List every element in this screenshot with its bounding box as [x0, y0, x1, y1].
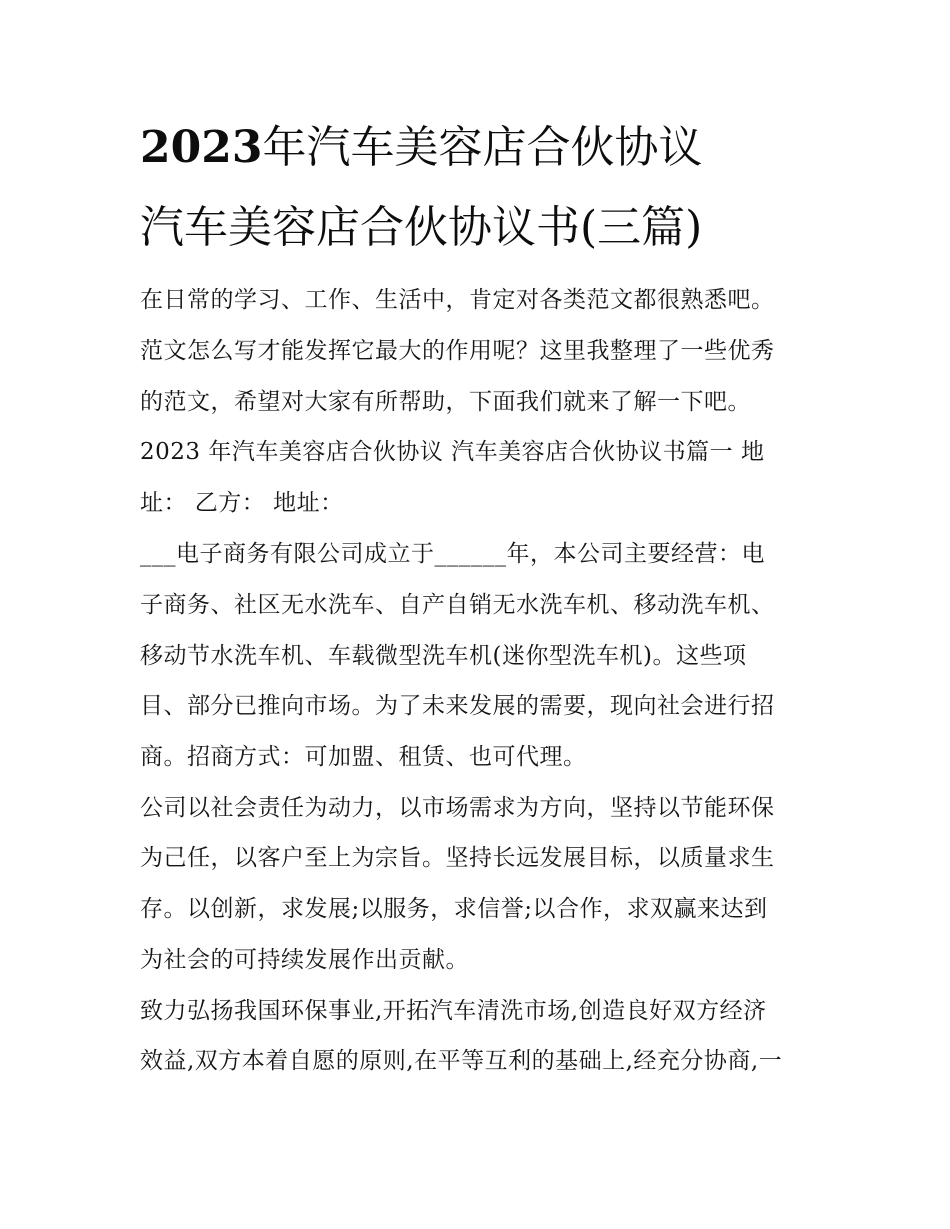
body-line: 的范文，希望对大家有所帮助，下面我们就来了解一下吧。: [140, 389, 751, 415]
body-line: 为己任，以客户至上为宗旨。坚持长远发展目标，以质量求生: [140, 845, 775, 871]
body-line: 公司以社会责任为动力，以市场需求为方向，坚持以节能环保: [140, 795, 775, 821]
body-line: 2023 年汽车美容店合伙协议 汽车美容店合伙协议书篇一 地: [140, 439, 765, 465]
body-line: 子商务、社区无水洗车、自产自销无水洗车机、移动洗车机、: [140, 592, 775, 618]
title-year: 2023: [140, 122, 263, 173]
body-line: 致力弘扬我国环保事业,开拓汽车清洗市场,创造良好双方经济: [140, 998, 767, 1024]
document-title-line-1: [140, 118, 830, 178]
title-text: 年汽车美容店合伙协议: [262, 122, 703, 173]
document-title-line-2: 汽车美容店合伙协议书(三篇): [140, 202, 703, 253]
body-line: 目、部分已推向市场。为了未来发展的需要，现向社会进行招: [140, 693, 775, 719]
body-line: 址： 乙方： 地址：: [140, 490, 344, 516]
body-line: 存。以创新，求发展;以服务，求信誉;以合作，求双赢来达到: [140, 896, 768, 922]
body-line: ___电子商务有限公司成立于______年，本公司主要经营：电: [140, 541, 765, 567]
body-line: 效益,双方本着自愿的原则,在平等互利的基础上,经充分协商,一: [140, 1048, 783, 1074]
body-line: 移动节水洗车机、车载微型洗车机(迷你型洗车机)。这些项: [140, 643, 747, 669]
body-line: 在日常的学习、工作、生活中，肯定对各类范文都很熟悉吧。: [140, 287, 775, 313]
body-line: 为社会的可持续发展作出贡献。: [140, 947, 469, 973]
body-line: 商。招商方式：可加盟、租赁、也可代理。: [140, 744, 587, 770]
body-line: 范文怎么写才能发挥它最大的作用呢？这里我整理了一些优秀: [140, 338, 775, 364]
